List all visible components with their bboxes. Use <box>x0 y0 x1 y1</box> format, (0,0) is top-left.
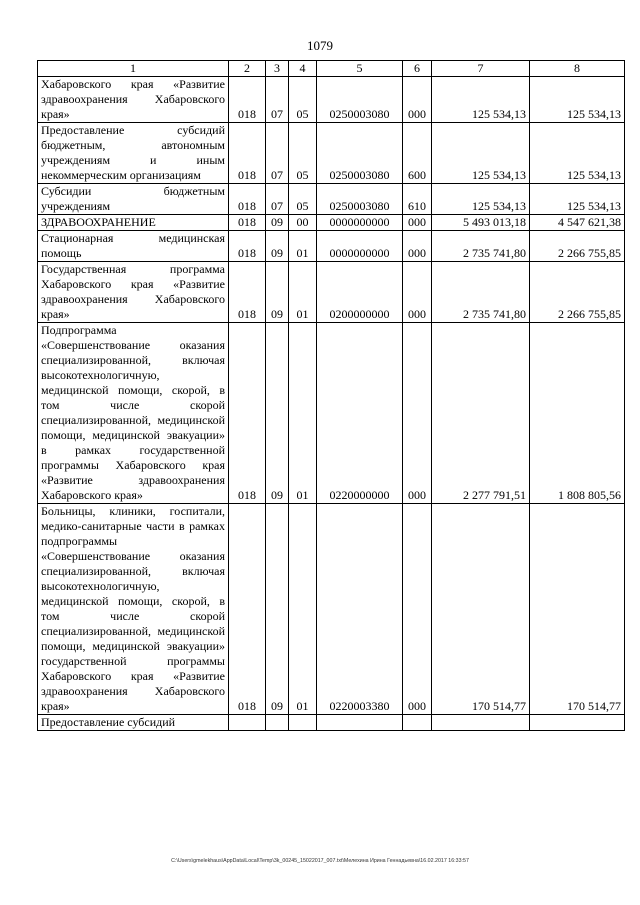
amount-col7: 125 534,13 <box>432 184 530 215</box>
table-row <box>38 323 625 504</box>
expense-type-code: 610 <box>403 184 432 215</box>
amount-col8 <box>530 715 625 731</box>
column-header: 1 <box>38 61 229 77</box>
column-header: 2 <box>229 61 266 77</box>
amount-col7: 2 735 741,80 <box>432 262 530 323</box>
column-header: 3 <box>266 61 289 77</box>
subsection-code: 05 <box>289 184 317 215</box>
section-code: 09 <box>266 231 289 262</box>
section-code <box>266 715 289 731</box>
section-code: 09 <box>266 215 289 231</box>
amount-col7 <box>432 715 530 731</box>
row-name: Предоставление субсидий <box>38 715 229 731</box>
table-body <box>38 77 625 731</box>
row-name: ЗДРАВООХРАНЕНИЕ <box>38 215 229 231</box>
section-code: 09 <box>266 323 289 504</box>
table-row <box>38 77 625 123</box>
amount-col8: 4 547 621,38 <box>530 215 625 231</box>
subsection-code: 01 <box>289 504 317 715</box>
table-header-row <box>38 61 625 77</box>
target-article-code: 0220000000 <box>317 323 403 504</box>
target-article-code: 0200000000 <box>317 262 403 323</box>
amount-col7: 125 534,13 <box>432 77 530 123</box>
ministry-code: 018 <box>229 215 266 231</box>
target-article-code <box>317 715 403 731</box>
expense-type-code: 000 <box>403 215 432 231</box>
ministry-code: 018 <box>229 323 266 504</box>
amount-col7: 2 277 791,51 <box>432 323 530 504</box>
section-code: 09 <box>266 504 289 715</box>
file-path-footer: C:\Users\gmelekhaus\AppData\Local\Temp\3k_00245_15022017_007.txt\Мелехина Ирина Геннадьевна\16.02.2017 16:33:57 <box>171 858 469 864</box>
row-name: Государственная программа Хабаровского края «Развитие здравоохранения Хабаровского края» <box>38 262 229 323</box>
amount-col8: 125 534,13 <box>530 123 625 184</box>
expense-type-code: 600 <box>403 123 432 184</box>
section-code: 07 <box>266 184 289 215</box>
table-row <box>38 715 625 731</box>
amount-col8: 170 514,77 <box>530 504 625 715</box>
target-article-code: 0250003080 <box>317 123 403 184</box>
column-header: 4 <box>289 61 317 77</box>
subsection-code: 01 <box>289 262 317 323</box>
expense-type-code: 000 <box>403 262 432 323</box>
row-name: Подпрограмма «Совершенствование оказания специализированной, включая высокотехнологичную, медицинской помощи, скорой, в том числе скорой специализированной, медицинской помощи, медицинской эвакуации» в рамках государственной программы Хабаровского края «Развитие здравоохранения Хабаровского края» <box>38 323 229 504</box>
table-row <box>38 215 625 231</box>
ministry-code: 018 <box>229 504 266 715</box>
page-number: 1079 <box>307 38 333 53</box>
target-article-code: 0220003380 <box>317 504 403 715</box>
section-code: 07 <box>266 77 289 123</box>
amount-col8: 125 534,13 <box>530 77 625 123</box>
subsection-code: 01 <box>289 323 317 504</box>
amount-col8: 125 534,13 <box>530 184 625 215</box>
target-article-code: 0250003080 <box>317 184 403 215</box>
amount-col8: 2 266 755,85 <box>530 231 625 262</box>
ministry-code: 018 <box>229 184 266 215</box>
subsection-code: 05 <box>289 77 317 123</box>
row-name: Больницы, клиники, госпитали, медико-санитарные части в рамках подпрограммы «Совершенствование оказания специализированной, включая высокотехнологичную, медицинской помощи, скорой, в том числе скорой специализированной, медицинской помощи, медицинской эвакуации» государственной программы Хабаровского края «Развитие здравоохранения Хабаровского края» <box>38 504 229 715</box>
row-name: Стационарная медицинская помощь <box>38 231 229 262</box>
amount-col8: 1 808 805,56 <box>530 323 625 504</box>
ministry-code <box>229 715 266 731</box>
table-row <box>38 123 625 184</box>
amount-col8: 2 266 755,85 <box>530 262 625 323</box>
ministry-code: 018 <box>229 77 266 123</box>
column-header: 7 <box>432 61 530 77</box>
table-row <box>38 231 625 262</box>
expense-type-code <box>403 715 432 731</box>
expense-type-code: 000 <box>403 231 432 262</box>
amount-col7: 125 534,13 <box>432 123 530 184</box>
subsection-code <box>289 715 317 731</box>
target-article-code: 0000000000 <box>317 231 403 262</box>
target-article-code: 0250003080 <box>317 77 403 123</box>
subsection-code: 00 <box>289 215 317 231</box>
amount-col7: 5 493 013,18 <box>432 215 530 231</box>
section-code: 09 <box>266 262 289 323</box>
table-row <box>38 262 625 323</box>
row-name: Субсидии бюджетным учреждениям <box>38 184 229 215</box>
expense-type-code: 000 <box>403 323 432 504</box>
amount-col7: 170 514,77 <box>432 504 530 715</box>
ministry-code: 018 <box>229 262 266 323</box>
column-header: 8 <box>530 61 625 77</box>
section-code: 07 <box>266 123 289 184</box>
subsection-code: 05 <box>289 123 317 184</box>
expense-type-code: 000 <box>403 77 432 123</box>
subsection-code: 01 <box>289 231 317 262</box>
ministry-code: 018 <box>229 231 266 262</box>
table-row <box>38 184 625 215</box>
expense-type-code: 000 <box>403 504 432 715</box>
target-article-code: 0000000000 <box>317 215 403 231</box>
budget-table <box>37 60 625 731</box>
column-header: 5 <box>317 61 403 77</box>
amount-col7: 2 735 741,80 <box>432 231 530 262</box>
ministry-code: 018 <box>229 123 266 184</box>
column-header: 6 <box>403 61 432 77</box>
row-name: Предоставление субсидий бюджетным, автономным учреждениям и иным некоммерческим организациям <box>38 123 229 184</box>
row-name: Хабаровского края «Развитие здравоохранения Хабаровского края» <box>38 77 229 123</box>
table-row <box>38 504 625 715</box>
